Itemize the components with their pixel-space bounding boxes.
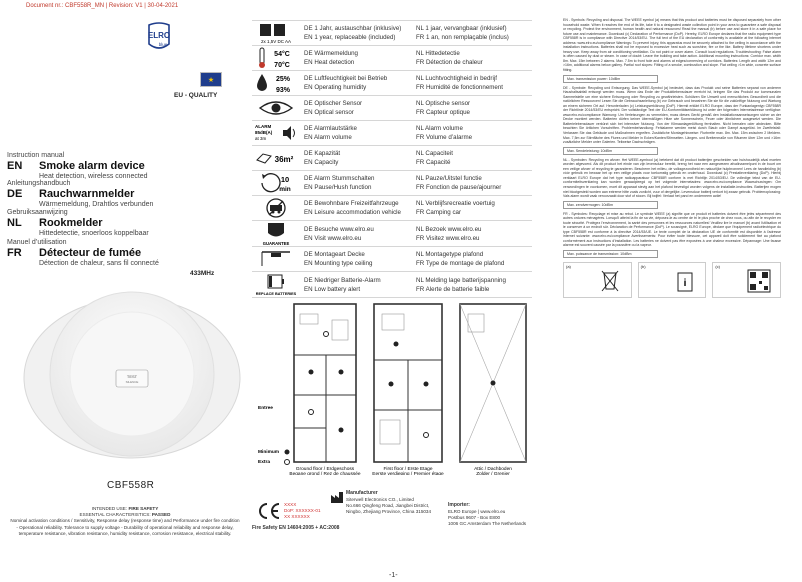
- spec-en: EN Heat detection: [304, 59, 355, 66]
- humidity-icon: [254, 71, 298, 95]
- elro-logo: [146, 22, 172, 56]
- logo-text: ELRO: [147, 31, 171, 40]
- spec-en: EN Optical sensor: [304, 109, 354, 116]
- legend-minimum: Minimum: [258, 450, 280, 455]
- spec-de: DE Alarm Stummschalten: [304, 175, 375, 182]
- manual-nl: [7, 209, 247, 237]
- spec-nl: NL Luchtvochtigheid in bedrijf: [416, 75, 497, 82]
- first-label-2: Eerste verdieping / Premier étage: [372, 472, 444, 475]
- power-box-fr: Max. puissance de transmission: 10dBm: [563, 250, 658, 258]
- intended-label: INTENDED USE:: [91, 506, 129, 511]
- instructions-fr: FR - Symboles: Recyclage et mise au rebut. Le symbole WEEE (a) signifie que ce produit et batteries doivent être jetés séparément des autres ordures ménagères. Lorsqu'il atteint la fin de sa vie, déposez-le au centre de tri le plus proche de chez vous, ou afin de le recycler en toute sécurité. Protégez l'environnement, la santé des personnes et les ressources naturelles! Veuillez lire le manuel (b) avant l'utilisation et le conserver à un endroit sûr. Déclaration de Performance (DoP). Le soussigné, ELRO Europe, déclare que l'équipement radioélectrique du type CBF558R est conforme à la directive 2014/53/UE. Le texte complet de la déclaration UE de conformité est disponible à l'adresse internet suivante: www.elro.eu/compliance Avertissements: Pour éviter toute blessure, cet appareil doit être solidement fixé au plafond conformément aux instructions d'installation. Les batteries ne doivent pas être exposées à une chaleur excessive. Dépannage: Une fausse alarme est souvent causée par la poussière ou la vapeur.: [563, 211, 781, 248]
- manual-desc: Wärmemeldung, Drahtlos verbunden: [39, 201, 154, 208]
- manufacturer-name: Siterwell Electronics CO., Limited: [346, 496, 414, 502]
- document-info: Document nr.: CBF558R_MN | Revision: V1 | 30-04-2021: [26, 3, 179, 9]
- manual-title: Détecteur de fumée: [39, 247, 142, 259]
- first-floor-plan: [374, 304, 442, 462]
- spec-de: DE Alarmlautstärke: [304, 125, 357, 132]
- spec-nl: NL Optische sensor: [416, 100, 471, 107]
- essential-label: ESSENTIAL CHARACTERISTICS:: [79, 512, 152, 518]
- manual-symbol: (b) i: [638, 262, 707, 298]
- spec-en: EN Visit www.elro.eu: [304, 234, 362, 242]
- manual-title: Rookmelder: [39, 217, 103, 229]
- manual-sub: Gebruiksaanwijzing: [7, 209, 68, 216]
- manual-title: Rauchwarnmelder: [39, 188, 135, 200]
- spec-en: EN Capacity: [304, 159, 339, 166]
- spec-row-guarantee: [252, 220, 532, 246]
- manual-fr: [7, 239, 247, 267]
- manual-title: Smoke alarm device: [39, 160, 145, 172]
- guarantee-label: GUARANTEE: [262, 240, 290, 246]
- spec-fr: FR Détection de chaleur: [416, 59, 483, 66]
- svg-text:25%: 25%: [275, 76, 291, 83]
- thermometer-icon: [254, 46, 298, 70]
- ceiling-mount-icon: [256, 248, 296, 270]
- spec-row-capacity: [252, 145, 532, 170]
- ce-mark-icon: [256, 502, 282, 520]
- spec-de: DE Besuche www.elro.eu: [304, 225, 374, 233]
- spec-de: DE Luftfeuchtigkeit bei Betrieb: [304, 75, 388, 82]
- logo-sub: blue: [158, 42, 168, 47]
- manufacturer-addr1: No.666 Qingfeng Road, Jiangbei District,: [346, 502, 430, 508]
- spec-nl: NL Capaciteit: [416, 150, 453, 157]
- cert-year: XX XXXXXX: [284, 514, 310, 519]
- manufacturer-info: [346, 490, 431, 515]
- spec-nl: NL 1 jaar, vervangbaar (inklusief): [416, 25, 507, 32]
- symbol-row: [563, 262, 781, 298]
- manual-code: NL: [7, 217, 22, 229]
- manual-sub: Instruction manual: [7, 152, 65, 159]
- spec-en: EN Low battery alert: [304, 285, 361, 293]
- manufacturer-addr2: Ningbo, Zhejiang Province, China 315034: [346, 509, 432, 515]
- battery-low-icon: [253, 272, 299, 298]
- first-label: First floor / Erste Etage: [383, 467, 433, 472]
- battery-label: 2x 1,5V DC AA: [260, 39, 292, 44]
- ground-floor-plan: [294, 304, 356, 462]
- test-label: TEST: [126, 374, 138, 379]
- spec-de: DE Wärmemeldung: [304, 50, 358, 57]
- spec-table: [252, 20, 532, 296]
- legend-extra: Extra: [258, 460, 270, 465]
- timer-icon: [256, 171, 296, 195]
- power-box-de: Max. Sendeleistung: 10dBm: [563, 147, 658, 155]
- page-number: -1-: [389, 572, 398, 579]
- importer-info: [448, 502, 526, 527]
- silence-label: SILENCE: [125, 380, 139, 384]
- spec-fr: FR Type de montage de plafond: [416, 260, 505, 267]
- spec-fr: FR Capteur optique: [416, 109, 470, 116]
- manual-sub: Anleitungshandbuch: [7, 180, 71, 187]
- instructions-de: DE - Symbole: Recycling und Entsorgung. Das WEEE-Symbol (a) bedeutet, dass das Produkt und seine Batterien separat von anderem Haushaltsabfall entsorgt werden muss. Wenn das Ende der Produktlebensdauer erreicht ist, bringen Sie das Produkt zur kommunalen Sammelstelle um eine sichere Entsorgung oder Recycling zu gewährleisten. Schützen Sie Umwelt und menschliches Gesundheit und die natürlichen Ressourcen! Lesen Sie die Gebrauchsanleitung (b) vor Gebrauch und bewahren Sie sie für die zukünftige Nutzung und Wartung an einem sicheren Ort auf. Herunterladen (c) Leistungserklärung (DoP). Hiermit erklärt ELRO Europe, dass der Funkanlagentyp CBF558R der Richtlinie 2014/53/EU entspricht. Der vollständige Text der EU-Konformitätserklärung ist unter der folgenden Internetadresse verfügbar: www.elro.eu/compliance Warnung: Um Verletzungen zu vermeiden, muss dieses Gerät gemäß den Installationsanweisungen sicher an der Decke montiert werden. Batterien dürfen keiner übermäßigen Hitze wie Sonnenschein, Feuer oder ähnlichem ausgesetzt werden. Die Batterielebensdauer verkürzt sich bei intensiver Nutzung. Von der Klimaanlagenlüftung fernhalten. Nicht bemalen oder abdecken. Bitte beachten Sie örtlichen Vorschriften. Problembehandlung: Fehlalarme werden meist durch Staub oder Dampf ausgelöst. Im Zweifelsfall: Verlassen Sie das Gebäude und Maßnahmen ergreifen. Zusätzliche Montagehinweise: Flurbreite max. 8m. Max. 15m zwischen 2 Meldern. Max. 7,5m zur Stirnfläche des Flures und Melder in Ecken/Kanten/Stirnseiten. Längen- und Breitenmaße von Räumen über 12m und >16m: zusätzliche Melder unter Galerien. Teilweise Dachschrägen.: [563, 85, 781, 145]
- spec-row-sensor: [252, 95, 532, 120]
- svg-text:93%: 93%: [275, 87, 291, 94]
- spec-row-hush: [252, 170, 532, 195]
- manual-desc: Hittedetectie, snoerloos koppelbaar: [39, 230, 149, 237]
- spec-fr: FR Alerte de batterie faible: [416, 285, 490, 293]
- spec-fr: FR Humidité de fonctionnement: [416, 84, 504, 91]
- spec-row-heat: [252, 45, 532, 70]
- instructions-nl: NL - Symbolen: Recycling en afvoer. Het WEEE-symbool (a) betekent dat dit product batterijen gescheiden van huishoudelijk afval moeten worden afgevoerd. Als dit product het einde van zijn levensduur bereikt, breng het naar een aangewezen afvalinzamelpunt in de buurt om een veilige afvoer of recycling te garanderen. Bescherm het milieu, de volksgezondheid en natuurlijke hulpbronnen! Lees de handleiding (b) vóór gebruik en bewaar het op een veilige plaats voor toekomstig gebruik en onderhoud. Download (c) Prestatieverklaring (DoP). Hierbij verklaart ELRO Europe dat het type radioapparatuur CBF558R conform is met Richtlijn 2014/53/EU. De volledige tekst van de EU-conformiteitsverklaring kan worden geraadpleegd op het volgende internetadres: www.elro.eu/compliance Waarschuwingen: Om verwondingen te voorkomen, moet dit apparaat stevig aan het plafond bevestigd worden volgens de installatie-instructies. Batterijen mogen niet blootgesteld worden aan extreme hitte zoals zonlicht, vuur of dergelijke. Levensduur batterij verkort bij zwaar gebruik. Problemoplossing: Vals alarm wordt vaak veroorzaakt door stof of stoom. Bij twijfel: Verlaat het pand en onderneem actie!: [563, 157, 781, 199]
- cert-number: XXXX: [284, 502, 297, 507]
- weee-symbol: (a): [563, 262, 632, 298]
- battery-icon: [256, 21, 296, 45]
- svg-text:54°C: 54°C: [274, 51, 290, 58]
- spec-de: DE Niedriger Batterie-Alarm: [304, 276, 381, 284]
- attic-label: Attic / Dachboden: [474, 467, 512, 472]
- manufacturer-block: [252, 488, 537, 558]
- spec-nl: NL Pauze/Uitstel functie: [416, 175, 482, 182]
- spec-nl: NL Bezoek www.elro.eu: [416, 225, 482, 233]
- importer-name: ELRO Europe | www.elro.eu: [448, 508, 506, 514]
- factory-icon: [330, 490, 344, 504]
- frequency-label: 433MHz: [190, 270, 215, 277]
- svg-text:36m²: 36m²: [274, 155, 294, 164]
- smoke-detector-image: [16, 278, 248, 463]
- attic-plan: [460, 304, 526, 462]
- spec-fr: FR Visitez www.elro.eu: [416, 234, 480, 242]
- power-box-nl: Max. zendvermogen: 10dBm: [563, 201, 658, 209]
- spec-nl: NL Melding lage batterijspanning: [416, 276, 506, 284]
- spec-row-battery-low: [252, 271, 532, 298]
- spec-en: EN 1 year, replaceable (included): [304, 34, 396, 41]
- alarm-icon: [253, 121, 299, 145]
- plan-legend: [258, 405, 290, 465]
- importer-label: Importer:: [448, 502, 470, 508]
- usage-body: Nominal activation conditions / Sensitivity, Response delay (response time) and Performance under fire condition - Operational reliability. Tolerance to supply voltage - Durability of operational reliability and response delay, temperature resistance, vibration resistance, humidity resistance, corrosion resistance, electrical stability.: [10, 518, 240, 536]
- manual-de: [7, 180, 247, 208]
- manual-code: EN: [7, 160, 23, 172]
- spec-row-mounting: [252, 246, 532, 271]
- spec-nl: NL Hittedetectie: [416, 50, 460, 57]
- manual-sub: Manuel d’utilisation: [7, 239, 67, 246]
- spec-fr: FR Camping car: [416, 209, 462, 216]
- svg-text:at 3m: at 3m: [255, 136, 267, 141]
- capacity-icon: [254, 146, 298, 170]
- guarantee-icon: [254, 221, 298, 247]
- qr-symbol: (c): [712, 262, 781, 298]
- spec-en: EN Mounting type ceiling: [304, 260, 373, 267]
- spec-de: DE Montageart Decke: [304, 251, 365, 258]
- spec-row-alarm: [252, 120, 532, 145]
- svg-text:70°C: 70°C: [274, 62, 290, 69]
- spec-de: DE Kapazität: [304, 150, 341, 157]
- replace-label: REPLACE BATTERIES: [255, 291, 297, 296]
- power-box-en: Max. transmission power: 10dBm: [563, 75, 658, 83]
- standard: EN 14604:2005 + AC:2008: [278, 525, 340, 531]
- instructions-column: [563, 18, 781, 298]
- manual-code: DE: [7, 188, 23, 200]
- fire-safety: Fire Safety: [252, 525, 278, 531]
- ground-label: Ground floor / Erdgeschoss: [295, 467, 355, 472]
- model-number: CBF558R: [107, 480, 155, 491]
- dop-number: DoP: XXXXXX-01: [284, 508, 321, 513]
- spec-fr: FR Volume d’alarme: [416, 134, 473, 141]
- eu-quality-label: EU - QUALITY: [174, 92, 218, 99]
- fire-safety-label: [252, 525, 339, 532]
- spec-fr: FR 1 an, non remplaçable (inclus): [416, 34, 509, 41]
- manual-desc: Détection de chaleur, sans fil connecté: [39, 260, 159, 267]
- svg-text:min: min: [279, 186, 291, 193]
- manufacturer-label: Manufacturer: [346, 490, 378, 496]
- ground-label-2: Begane grond / Rez de chaussée: [289, 472, 361, 475]
- importer-addr2: 1006 GC Amsterdam The Netherlands: [448, 521, 527, 527]
- spec-en: EN Pause/Hush function: [304, 184, 372, 191]
- spec-row-humidity: [252, 70, 532, 95]
- intended-value: FIRE SAFETY: [128, 506, 159, 511]
- spec-fr: FR Fonction de pause/ajourner: [416, 184, 502, 191]
- svg-text:10: 10: [280, 175, 290, 184]
- spec-nl: NL Verblijfsrecreatie voertuig: [416, 200, 495, 207]
- attic-label-2: Zolder / Grenier: [476, 472, 510, 475]
- qr-code-icon: [747, 269, 771, 293]
- importer-addr1: Postbus 9607 - Box E800: [448, 514, 501, 520]
- book-icon: [675, 271, 695, 293]
- spec-row-battery: [252, 20, 532, 45]
- floor-plans: [256, 300, 531, 475]
- weee-icon: [600, 269, 620, 293]
- manual-code: FR: [7, 247, 22, 259]
- spec-fr: FR Capacité: [416, 159, 451, 166]
- spec-row-camper: [252, 195, 532, 220]
- spec-en: EN Leisure accommodation vehicle: [304, 209, 401, 216]
- svg-text:ALARM: ALARM: [255, 124, 272, 129]
- spec-en: EN Operating humidity: [304, 84, 367, 91]
- manual-desc: Heat detection, wireless connected: [39, 173, 148, 180]
- eu-flag-icon: ★: [200, 72, 222, 87]
- spec-de: DE Bewohnbare Freizeitfahrzeuge: [304, 200, 399, 207]
- legend-entree: Entree: [258, 406, 273, 411]
- essential-value: PASSED: [151, 512, 171, 518]
- instructions-en: EN - Symbols: Recycling and disposal. The WEEE symbol (a) means that this product and batteries must be disposed separately from other household waste. When it reaches the end of its life, take it to a designated waste collection point in your area to guarantee a safe disposal or recycling. Protect the environment, human health and natural resources! Read the manual (b) before use and store it in a safe place for future use and maintenance. Download (c) Declaration of Performance (DoP). Hereby, ELRO Europe declares that the radio equipment type CBF558R is in compliance with Directive 2014/53/EU. The full text of the EU declaration of conformity is available at the following internet address: www.elro.eu/compliance Warnings: To prevent injury, this apparatus must be securely attached to the ceiling in accordance with the installation instructions. Batteries shall not be exposed to excessive heat such as sunshine, fire or the like. Battery lifetime shortens under heavy use. Keep away from air conditioning ventilation. Do not paint or cover alarm. Consult local regulations. Troubleshooting: False alarm is often caused by dust or steam. In case of doubt: Leave the building and take action. Additional mounting instructions: Corridor max. width 8m. Max. 15m between 2 alarms. Max. 7.5m to front hole and alarms at edges/corners/eg of corridors. Batteries: Length and width 12m and >16m, additional alarms below gallery. Partial roof slopes: Fitting of a smoke, combustion and slope. Flat ceiling >1m wide, concrete surface fitting.: [563, 18, 781, 73]
- camper-icon: [261, 197, 291, 219]
- usage-text: [10, 506, 240, 537]
- spec-nl: NL Alarm volume: [416, 125, 463, 132]
- spec-de: DE Optischer Sensor: [304, 100, 363, 107]
- spec-de: DE 1 Jahr, austauschbar (inklusive): [304, 25, 402, 32]
- svg-text:i: i: [683, 277, 687, 289]
- svg-text:85dB(A): 85dB(A): [255, 130, 273, 135]
- eye-icon: [256, 97, 296, 119]
- spec-nl: NL Montagetype plafond: [416, 251, 484, 258]
- manual-en: [7, 152, 247, 180]
- spec-en: EN Alarm volume: [304, 134, 352, 141]
